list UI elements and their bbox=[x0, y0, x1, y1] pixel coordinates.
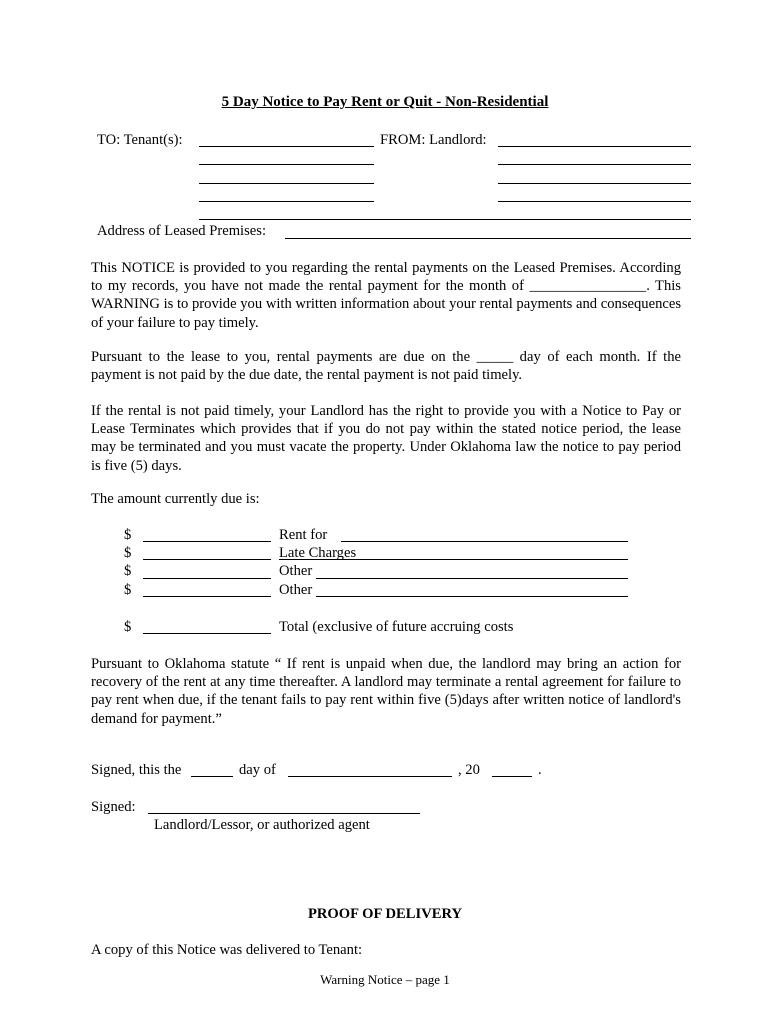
tenant-line-4[interactable] bbox=[199, 201, 374, 202]
tenant-line-2[interactable] bbox=[199, 164, 374, 165]
tenant-line-1[interactable] bbox=[199, 146, 374, 147]
signed-label: Signed: bbox=[91, 799, 136, 815]
month-blank[interactable]: ________________ bbox=[529, 278, 647, 295]
year-prefix-label: , 20 bbox=[458, 762, 480, 778]
other-line-2[interactable] bbox=[316, 596, 628, 597]
from-landlord-label: FROM: Landlord: bbox=[380, 132, 487, 148]
landlord-line-3[interactable] bbox=[498, 183, 691, 184]
proof-of-delivery-text: A copy of this Notice was delivered to Tenant: bbox=[91, 942, 363, 958]
signed-this-label: Signed, this the bbox=[91, 762, 182, 778]
document-title: 5 Day Notice to Pay Rent or Quit - Non-Residential bbox=[221, 94, 549, 110]
amount-field-rent[interactable] bbox=[143, 541, 271, 542]
dollar-sign: $ bbox=[124, 527, 132, 543]
amount-field-other-2[interactable] bbox=[143, 596, 271, 597]
notice-paragraph bbox=[91, 259, 681, 332]
rent-for-line[interactable] bbox=[341, 541, 628, 542]
address-line[interactable] bbox=[285, 238, 691, 239]
rights-paragraph: If the rental is not paid timely, your Landlord has the right to provide you with a Notice to Pay or Lease Terminates which provides that if you do not pay within the stated notice period, the lease may be terminated and you must vacate the property. Under Oklahoma law the notice to pay period is five (5) days. bbox=[91, 403, 681, 474]
to-tenant-label: TO: Tenant(s): bbox=[97, 132, 183, 148]
amount-due-label: The amount currently due is: bbox=[91, 491, 260, 507]
divider-line bbox=[199, 219, 691, 220]
signed-day-field[interactable] bbox=[191, 776, 233, 777]
proof-of-delivery-heading: PROOF OF DELIVERY bbox=[307, 906, 463, 922]
rent-for-label: Rent for bbox=[279, 527, 328, 543]
amount-field-other-1[interactable] bbox=[143, 578, 271, 579]
dollar-sign: $ bbox=[124, 582, 132, 598]
landlord-line-2[interactable] bbox=[498, 164, 691, 165]
amount-field-total[interactable] bbox=[143, 633, 271, 634]
page-footer: Warning Notice – page 1 bbox=[320, 972, 450, 987]
signed-date-period: . bbox=[538, 762, 542, 778]
amount-field-late-charges[interactable] bbox=[143, 559, 271, 560]
landlord-line-1[interactable] bbox=[498, 146, 691, 147]
other-label-1: Other bbox=[279, 563, 313, 579]
notice-paragraph-part2: . This WARNING is to provide you with written information about your rental payments and consequences of your failure to pay timely. bbox=[91, 278, 681, 331]
late-charges-line[interactable] bbox=[279, 559, 628, 560]
due-date-paragraph: Pursuant to the lease to you, rental payments are due on the _____ day of each month. If the payment is not paid by the due date, the rental payment is not paid timely. bbox=[91, 349, 681, 384]
signed-month-field[interactable] bbox=[288, 776, 452, 777]
other-label-2: Other bbox=[279, 582, 313, 598]
other-line-1[interactable] bbox=[316, 578, 628, 579]
tenant-line-3[interactable] bbox=[199, 183, 374, 184]
dollar-sign: $ bbox=[124, 619, 132, 635]
late-charges-label: Late Charges bbox=[279, 545, 357, 561]
day-of-label: day of bbox=[239, 762, 276, 778]
address-label: Address of Leased Premises: bbox=[97, 223, 267, 239]
dollar-sign: $ bbox=[124, 563, 132, 579]
statute-paragraph: Pursuant to Oklahoma statute “ If rent is unpaid when due, the landlord may bring an action for recovery of the rent at any time thereafter. A landlord may terminate a rental agreement for failure to pay rent when due, if the tenant fails to pay rent within five (5)days after written notice of landlord's demand for payment.” bbox=[91, 656, 681, 727]
signer-caption: Landlord/Lessor, or authorized agent bbox=[154, 817, 370, 833]
dollar-sign: $ bbox=[124, 545, 132, 561]
notice-paragraph-part1: This NOTICE is provided to you regarding the rental payments on the Leased Premises. According to my records, you have not made the rental payment for the month of bbox=[91, 260, 681, 295]
landlord-line-4[interactable] bbox=[498, 201, 691, 202]
total-label: Total (exclusive of future accruing costs bbox=[279, 619, 514, 635]
signed-year-field[interactable] bbox=[492, 776, 532, 777]
signature-line[interactable] bbox=[148, 813, 420, 814]
